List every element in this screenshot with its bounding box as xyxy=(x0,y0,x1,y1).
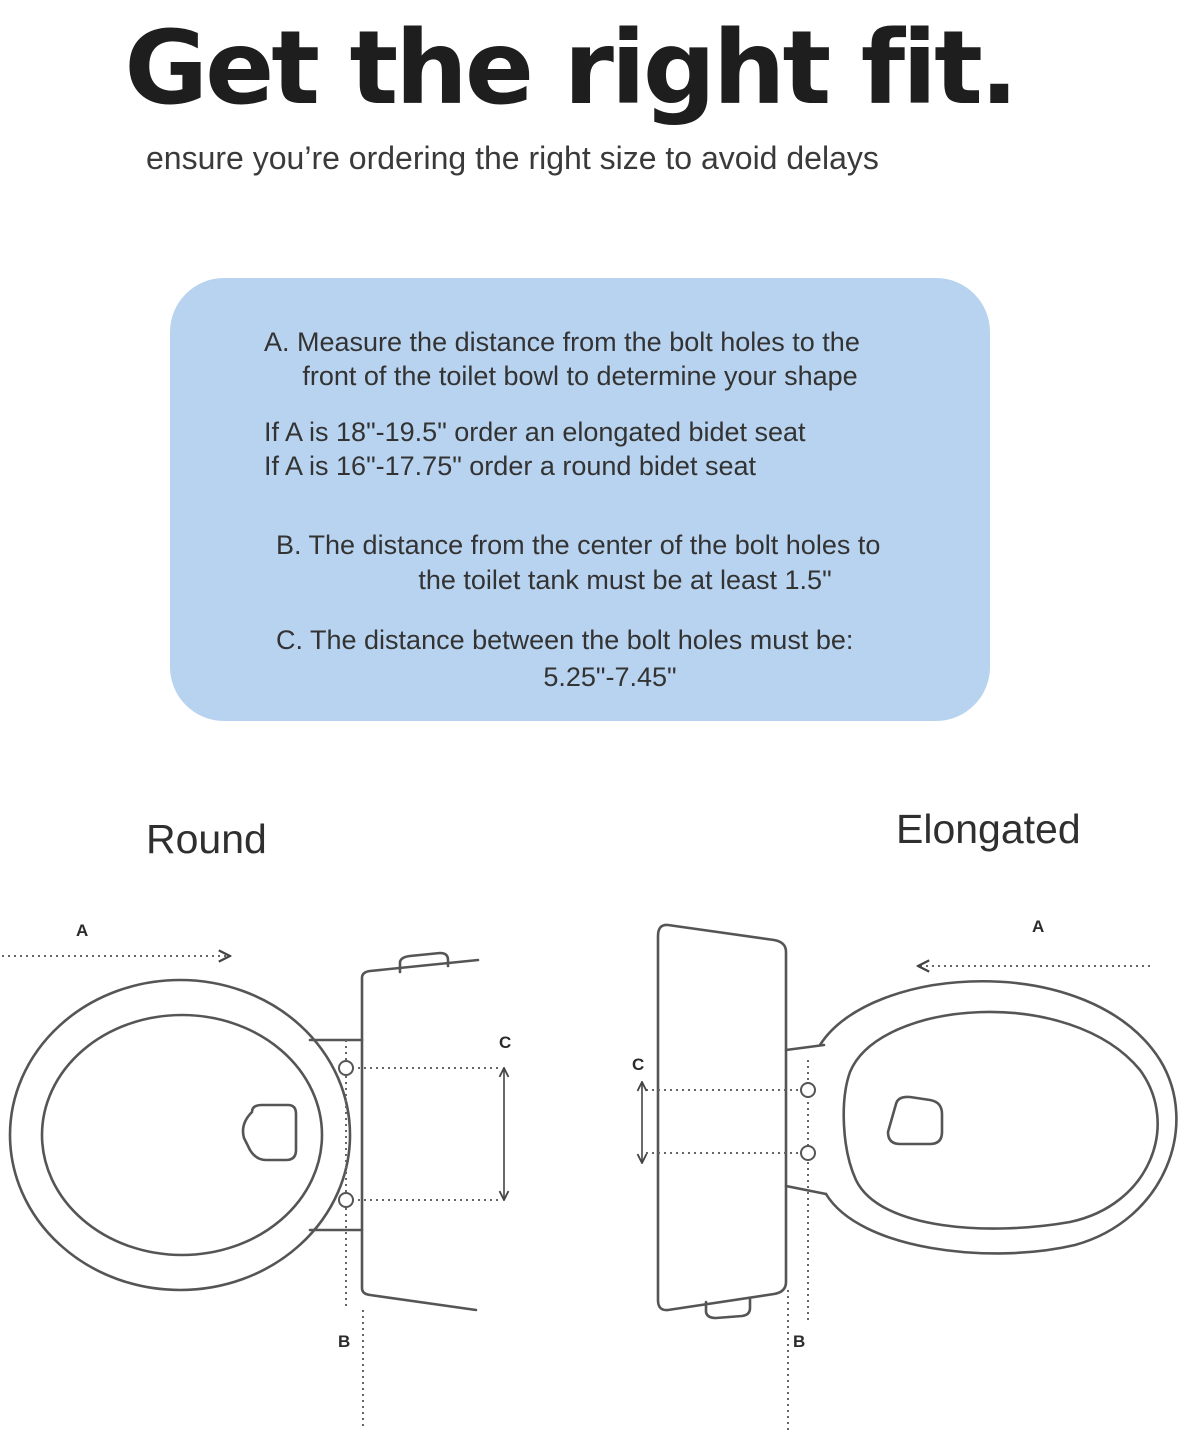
round-bowl-outer xyxy=(10,980,350,1290)
instruction-c-line-2: 5.25"-7.45" xyxy=(543,662,677,692)
elongated-seat-cutout xyxy=(888,1097,942,1144)
instruction-a-line-2: front of the toilet bowl to determine your shape xyxy=(302,361,858,391)
round-tank xyxy=(362,960,478,1310)
round-marker-c: C xyxy=(499,1033,512,1052)
elongated-bowl-outer xyxy=(820,981,1176,1253)
elongated-rule: If A is 18"-19.5" order an elongated bidet seat xyxy=(264,417,806,447)
elongated-bowl-neck xyxy=(786,1045,826,1194)
elongated-label: Elongated xyxy=(896,806,1081,852)
elongated-toilet-diagram xyxy=(658,925,1176,1318)
instruction-b-line-2: the toilet tank must be at least 1.5" xyxy=(418,565,832,595)
elongated-marker-a: A xyxy=(1032,917,1045,936)
round-measure-lines xyxy=(2,956,500,1430)
round-toilet-diagram xyxy=(10,953,478,1310)
elongated-tank xyxy=(658,925,786,1310)
elongated-measure-lines xyxy=(646,966,1150,1430)
elongated-bolt-hole-top xyxy=(801,1083,815,1097)
page-title: Get the right fit. xyxy=(124,9,1016,128)
elongated-marker-b: B xyxy=(793,1332,806,1351)
instruction-b-line-1: B. The distance from the center of the bolt holes to xyxy=(276,530,881,560)
round-rule: If A is 16"-17.75" order a round bidet seat xyxy=(264,451,756,481)
round-marker-a: A xyxy=(76,921,89,940)
round-bowl-inner xyxy=(42,1015,322,1255)
instruction-a-line-1: A. Measure the distance from the bolt holes to the xyxy=(264,327,860,357)
elongated-marker-c: C xyxy=(632,1055,645,1074)
round-marker-b: B xyxy=(338,1332,351,1351)
round-bowl-neck xyxy=(310,1040,362,1230)
round-seat-cutout xyxy=(243,1105,296,1160)
page-subtitle: ensure you’re ordering the right size to avoid delays xyxy=(146,140,879,176)
round-bolt-hole-bottom xyxy=(339,1193,353,1207)
round-bolt-hole-top xyxy=(339,1061,353,1075)
elongated-bolt-hole-bottom xyxy=(801,1146,815,1160)
round-label: Round xyxy=(146,816,267,862)
instruction-c-line-1: C. The distance between the bolt holes must be: xyxy=(276,625,854,655)
